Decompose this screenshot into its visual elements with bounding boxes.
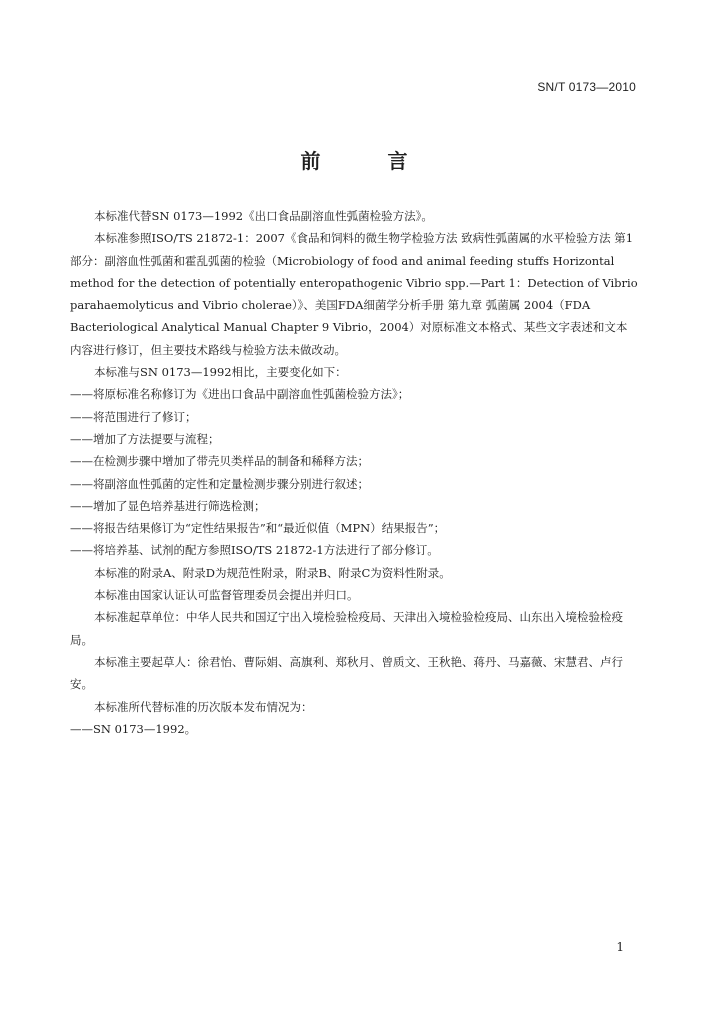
change-subitem: ——将副溶血性弧菌的定性和定量检测步骤分别进行叙述； — [70, 476, 369, 491]
page-title: 前 言 — [300, 149, 438, 173]
paragraph-reference: 本标准参照ISO/TS 21872-1：2007《食品和饲料的微生物学检验方法 致病性弧菌属的水平检验方法 第1部分：副溶血性弧菌和霍乱弧菌的检验（Microbiology of food and animal feeding stuffs Horizontal method for the detection of potentially enteropathogenic Vibrio spp.—Part 1：Detection of Vibrio parahaemolyticus and Vibrio cholerae）》、美国FDA细菌学分析手册 第九章 弧菌属 2004（FDA Bacteriological Analytical Manual Chapter 9 Vibrio，2004）对原标准文本格式、某些文字表述和文本内容进行修订，但主要技术路线与检验方法未做改动。 — [70, 231, 638, 357]
change-subitem: ——增加了方法提要与流程； — [70, 431, 220, 446]
change-item: ——将报告结果修订为“定性结果报告”和“最近似值（MPN）结果报告”； — [70, 521, 446, 536]
paragraph-drafting-units: 本标准起草单位：中华人民共和国辽宁出入境检验检疫局、天津出入境检验检疫局、山东出入境检验检疫局。 — [70, 610, 623, 647]
paragraph-appendix: 本标准的附录A、附录D为规范性附录，附录B、附录C为资料性附录。 — [94, 565, 451, 580]
paragraph-replacement: 本标准代替SN 0173—1992《出口食品副溶血性弧菌检验方法》。 — [94, 209, 433, 223]
page-number: 1 — [616, 940, 624, 954]
paragraph-changes-intro: 本标准与SN 0173—1992相比，主要变化如下： — [94, 365, 347, 380]
paragraph-drafters: 本标准主要起草人：徐君怡、曹际娟、高旗利、郑秋月、曾质文、王秋艳、蒋丹、马嘉薇、宋慧君、卢行安。 — [70, 654, 623, 692]
history-item: ——SN 0173—1992。 — [70, 721, 197, 736]
change-subitem: ——在检测步骤中增加了带壳贝类样品的制备和稀释方法； — [70, 454, 369, 469]
paragraph-proposer: 本标准由国家认证认可监督管理委员会提出并归口。 — [94, 588, 359, 603]
standard-code: SN/T 0173—2010 — [537, 80, 636, 94]
change-item: ——将范围进行了修订； — [70, 409, 197, 424]
change-item: ——将培养基、试剂的配方参照ISO/TS 21872-1方法进行了部分修订。 — [70, 543, 439, 558]
change-item: ——将原标准名称修订为《进出口食品中副溶血性弧菌检验方法》； — [70, 387, 410, 402]
foreword-body — [70, 205, 638, 740]
paragraph-history-intro: 本标准所代替标准的历次版本发布情况为： — [94, 699, 313, 714]
change-item: ——增加了显色培养基进行筛选检测； — [70, 498, 266, 513]
